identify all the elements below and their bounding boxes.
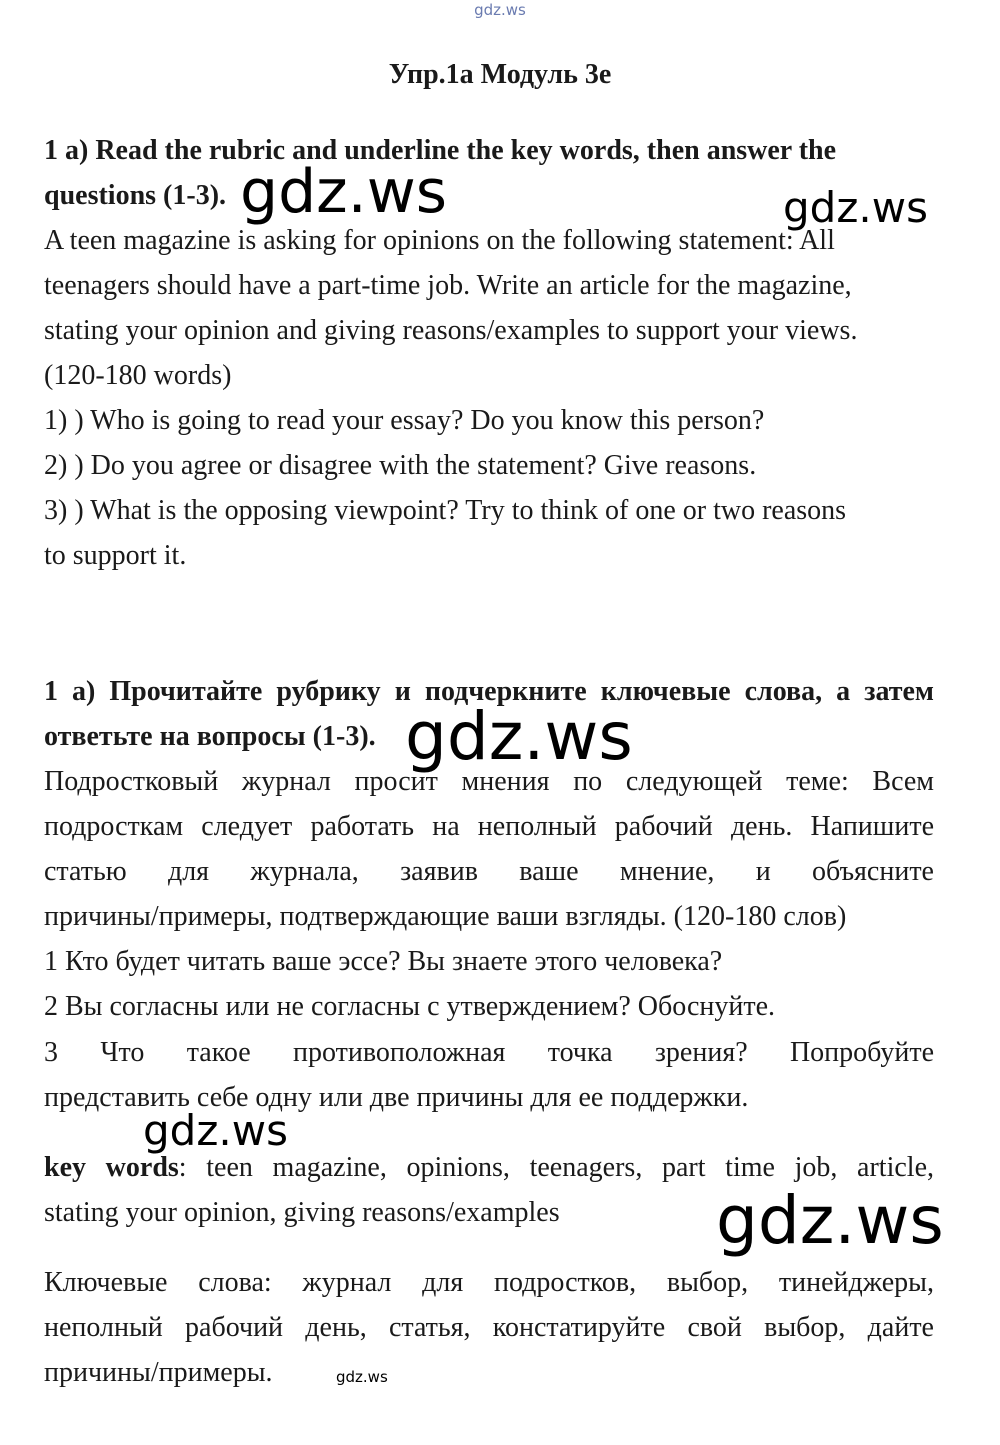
english-question-1: 1) ) Who is going to read your essay? Do you know this person? [44,405,765,436]
english-heading-line-1: 1 a) Read the rubric and underline the key words, then answer the [44,135,837,166]
watermark-large-1: gdz.ws [240,157,448,227]
key-words-ru-line-2: неполный рабочий день, статья, констатируйте свой выбор, дайте [44,1312,934,1343]
russian-question-1: 1 Кто будет читать ваше эссе? Вы знаете этого человека? [44,946,723,977]
russian-question-2: 2 Вы согласны или не согласны с утверждением? Обоснуйте. [44,991,776,1022]
russian-text-line-1: Подростковый журнал просит мнения по следующей теме: Всем [44,766,934,797]
watermark-top: gdz.ws [474,1,526,19]
english-question-3-cont: to support it. [44,540,187,571]
russian-question-3: 3 Что такое противоположная точка зрения? Попробуйте [44,1037,934,1068]
page-title: Упр.1а Модуль 3е [388,59,612,90]
english-heading-line-2: questions (1-3). [44,180,227,211]
russian-heading-line-2: ответьте на вопросы (1-3). [44,721,376,752]
key-words-ru-line-3: причины/примеры. [44,1357,273,1388]
key-words-list: : teen magazine, opinions, teenagers, part time job, article, [178,1152,935,1183]
watermark-large-5: gdz.ws [716,1182,944,1259]
key-words-label: key words [44,1152,179,1183]
russian-text-line-2: подросткам следует работать на неполный рабочий день. Напишите [44,811,934,842]
watermark-large-2: gdz.ws [783,183,928,232]
russian-text-line-4: причины/примеры, подтверждающие ваши взгляды. (120-180 слов) [44,901,847,932]
key-words-line-2: stating your opinion, giving reasons/examples [44,1197,560,1228]
english-text-line-4: (120-180 words) [44,360,232,391]
russian-text-line-3: статью для журнала, заявив ваше мнение, и объясните [44,856,934,887]
key-words-ru-line-1: Ключевые слова: журнал для подростков, выбор, тинейджеры, [44,1267,934,1298]
english-text-line-3: stating your opinion and giving reasons/examples to support your views. [44,315,858,346]
key-words-line-1 [44,1151,934,1185]
russian-heading-line-1: 1 а) Прочитайте рубрику и подчеркните ключевые слова, а затем [44,676,934,707]
english-question-2: 2) ) Do you agree or disagree with the statement? Give reasons. [44,450,757,481]
english-text-line-1: A teen magazine is asking for opinions on the following statement: All [44,225,835,256]
watermark-bottom-small: gdz.ws [336,1368,388,1386]
watermark-large-3: gdz.ws [405,698,633,775]
english-text-line-2: teenagers should have a part-time job. Write an article for the magazine, [44,270,852,301]
english-question-3: 3) ) What is the opposing viewpoint? Try to think of one or two reasons [44,495,847,526]
watermark-large-4: gdz.ws [143,1106,288,1155]
russian-question-3-cont: представить себе одну или две причины для ее поддержки. [44,1082,749,1113]
